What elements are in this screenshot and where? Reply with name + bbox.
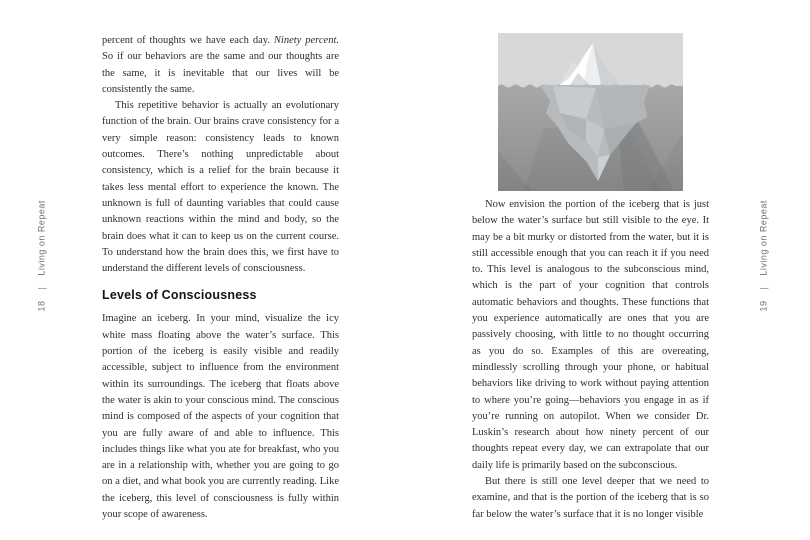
iceberg-illustration — [498, 33, 683, 191]
running-header-right — [757, 182, 770, 312]
body-paragraph: But there is still one level deeper that we need to examine, and that is the portion of the iceberg that is so far below the water’s surface that it is no longer visible — [472, 476, 709, 520]
section-heading: Levels of Consciousness — [102, 288, 257, 303]
running-header-left — [35, 182, 48, 312]
page-number-right: 19 — [758, 300, 768, 312]
body-paragraph: percent of thoughts we have each day. Ninety percent. So if our behaviors are the same and our thoughts are the same, it is inevitable that our lives will be consistently the same. — [102, 35, 339, 95]
running-header-separator: | — [758, 286, 768, 290]
text-column-left — [102, 33, 339, 523]
body-paragraph: Now envision the portion of the iceberg that is just below the water’s surface but still visible to the eye. It may be a bit murky or distorted from the water, but it is still accessible enough that you can reach it if you need to. This level is analogous to the subconscious mind, which is the part of your cognition that controls automatic behaviors and thoughts. These functions that you experience automatically are ones that you are passively choosing, with little to no thought occurring as you do so. Examples of this are overeating, mindlessly scrolling through your phone, or habitual behaviors like driving to work without paying attention to where you’re going—behaviors you engage in as if you’re running on autopilot. When we consider Dr. Luskin’s research about how ninety percent of our thoughts repeat every day, we can extrapolate that our daily life is primarily based on the subconscious. — [472, 199, 709, 471]
body-paragraph: Imagine an iceberg. In your mind, visualize the icy white mass floating above the water’s surface. This portion of the iceberg is easily visible and readily accessible, subject to influence from the environment within its surroundings. The iceberg that floats above the water is akin to your conscious mind. The conscious mind is composed of the aspects of your cognition that you are fully aware of and able to influence. This includes things like what you ate for breakfast, who you are in a relationship with, whether you are going to go on a diet, and what book you are currently reading. Like the iceberg, this level of consciousness is fully within your scope of awareness. — [102, 313, 339, 521]
page-number-left: 18 — [36, 300, 46, 312]
running-header-separator: | — [36, 286, 46, 290]
running-title: Living on Repeat — [36, 200, 46, 276]
iceberg-image — [498, 33, 683, 191]
body-paragraph: This repetitive behavior is actually an evolutionary function of the brain. Our brains crave consistency for a very simple reason: consistency leads to known outcomes. There’s nothing unpredictable about consistency, which is a relief for the brain because it takes less mental effort to experience the known. The unknown is full of daunting variables that could cause unknown reactions within the mind and body, so the brain does what it can to keep us on the current course. To understand how the brain does this, we first have to understand the different levels of consciousness. — [102, 100, 339, 275]
text-column-right — [472, 197, 709, 523]
running-title: Living on Repeat — [758, 200, 768, 276]
